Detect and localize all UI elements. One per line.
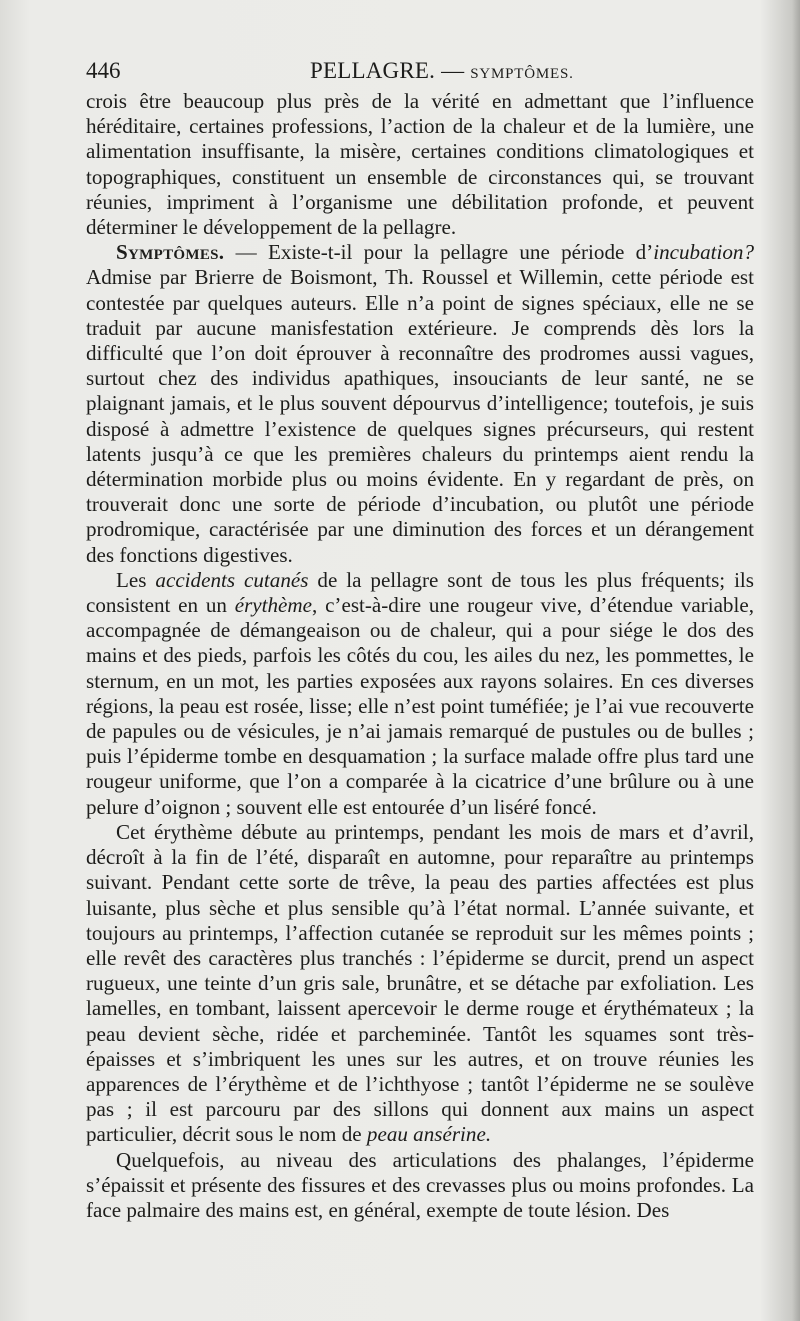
paragraph-3-emphasis-1: accidents cutanés bbox=[155, 567, 309, 592]
paragraph-2 bbox=[86, 240, 754, 568]
paragraph-4-emphasis: peau ansérine. bbox=[366, 1122, 492, 1147]
paragraph-5: Quelquefois, au niveau des articulations des phalanges, l’épiderme s’épaissit et présente des fissures et des crevasses plus ou moins profondes. La face palmaire des mains est, en général, exempte de toute lésion. Des bbox=[86, 1147, 754, 1222]
paragraph-2-emphasis: incubation? bbox=[653, 240, 754, 265]
page-header bbox=[86, 58, 754, 90]
running-head-subtitle: SYMPTÔMES. bbox=[470, 66, 574, 82]
paragraph-3-text-3: , c’est-à-dire une rougeur vive, d’étendue variable, accompagnée de démangeaison ou de chaleur, qui a pour siége le dos des mains et des pieds, parfois les côtés du cou, les ailes du nez, les pommettes, le sternum, en un mot, les parties exposées aux rayons solaires. En ces diverses régions, la peau est rosée, lisse; elle n’est point tuméfiée; je l’ai vue recouverte de papules ou de vésicules, je n’ai jamais remarqué de pustules ou de bulles ; puis l’épiderme tombe en desquamation ; la surface malade offre plus tard une rougeur uniforme, que l’on a comparée à la cicatrice d’une brûlure ou à une pelure d’oignon ; souvent elle est entourée d’un liséré foncé. bbox=[86, 593, 754, 819]
paragraph-3 bbox=[86, 568, 754, 820]
paragraph-4 bbox=[86, 820, 754, 1148]
paragraph-4-text-1: Cet érythème débute au printemps, pendant les mois de mars et d’avril, décroît à la fin de l’été, disparaît en automne, pour reparaître au printemps suivant. Pendant cette sorte de trêve, la peau des parties affectées est plus luisante, plus sèche et plus sensible qu’à l’état normal. L’année suivante, et toujours au printemps, l’affection cutanée se reproduit sur les mêmes points ; elle revêt des caractères plus tranchés : l’épiderme se durcit, prend un aspect rugueux, une teinte d’un gris sale, brunâtre, et se détache par exfoliation. Les lamelles, en tombant, laissent apercevoir le derme rouge et érythémateux ; la peau devient sèche, ridée et parcheminée. Tantôt les squames sont très-épaisses et s’imbriquent les unes sur les autres, et on trouve réunies les apparences de l’érythème et de l’ichthyose ; tantôt l’épiderme ne se soulève pas ; il est parcouru par des sillons qui donnent aux mains un aspect particulier, décrit sous le nom de bbox=[86, 819, 754, 1147]
running-head-dash: — bbox=[441, 58, 465, 83]
paragraph-1: crois être beaucoup plus près de la vérité en admettant que l’influence héréditaire, certaines professions, l’action de la chaleur et de la lumière, une alimentation insuffisante, la misère, certaines conditions climatologiques et topographiques, constituent un ensemble de circonstances qui, se trouvant réunies, impriment à l’organisme une débilitation profonde, et peuvent déterminer le développement de la pellagre. bbox=[86, 89, 754, 240]
running-head-title: PELLAGRE. bbox=[310, 58, 436, 83]
body-text bbox=[86, 89, 754, 1223]
page-number: 446 bbox=[86, 58, 121, 83]
paragraph-3-text-2: de la pellagre sont de tous les plus fréquents; ils consistent en un bbox=[86, 567, 755, 618]
paragraph-2-text-2: Admise par Brierre de Boismont, Th. Roussel et Willemin, cette période est contestée par quelques auteurs. Elle n’a point de signes spéciaux, elle ne se traduit par aucune manisfestation extérieure. Je comprends dès lors la difficulté que l’on doit éprouver à reconnaître des prodromes aussi vagues, surtout chez des individus apathiques, insouciants de leur santé, ne se plaignant jamais, et le plus souvent dépourvus d’intelligence; toutefois, je suis disposé à admettre l’existence de quelques signes précurseurs, qui restent latents jusqu’à ce que les premières chaleurs du printemps aient rendu la détermination morbide plus ou moins évidente. En y regardant de près, on trouverait donc une sorte de période d’incubation, ou plutôt une période prodromique, caractérisée par une diminution des forces et un dérangement des fonctions digestives. bbox=[86, 265, 754, 567]
running-head bbox=[310, 58, 574, 84]
section-heading: Symptômes. bbox=[116, 240, 225, 265]
paragraph-2-text-1: — Existe-t-il pour la pellagre une période d’ bbox=[224, 240, 654, 265]
paragraph-3-emphasis-2: érythème bbox=[234, 593, 313, 618]
paragraph-3-text-1: Les bbox=[116, 567, 156, 592]
